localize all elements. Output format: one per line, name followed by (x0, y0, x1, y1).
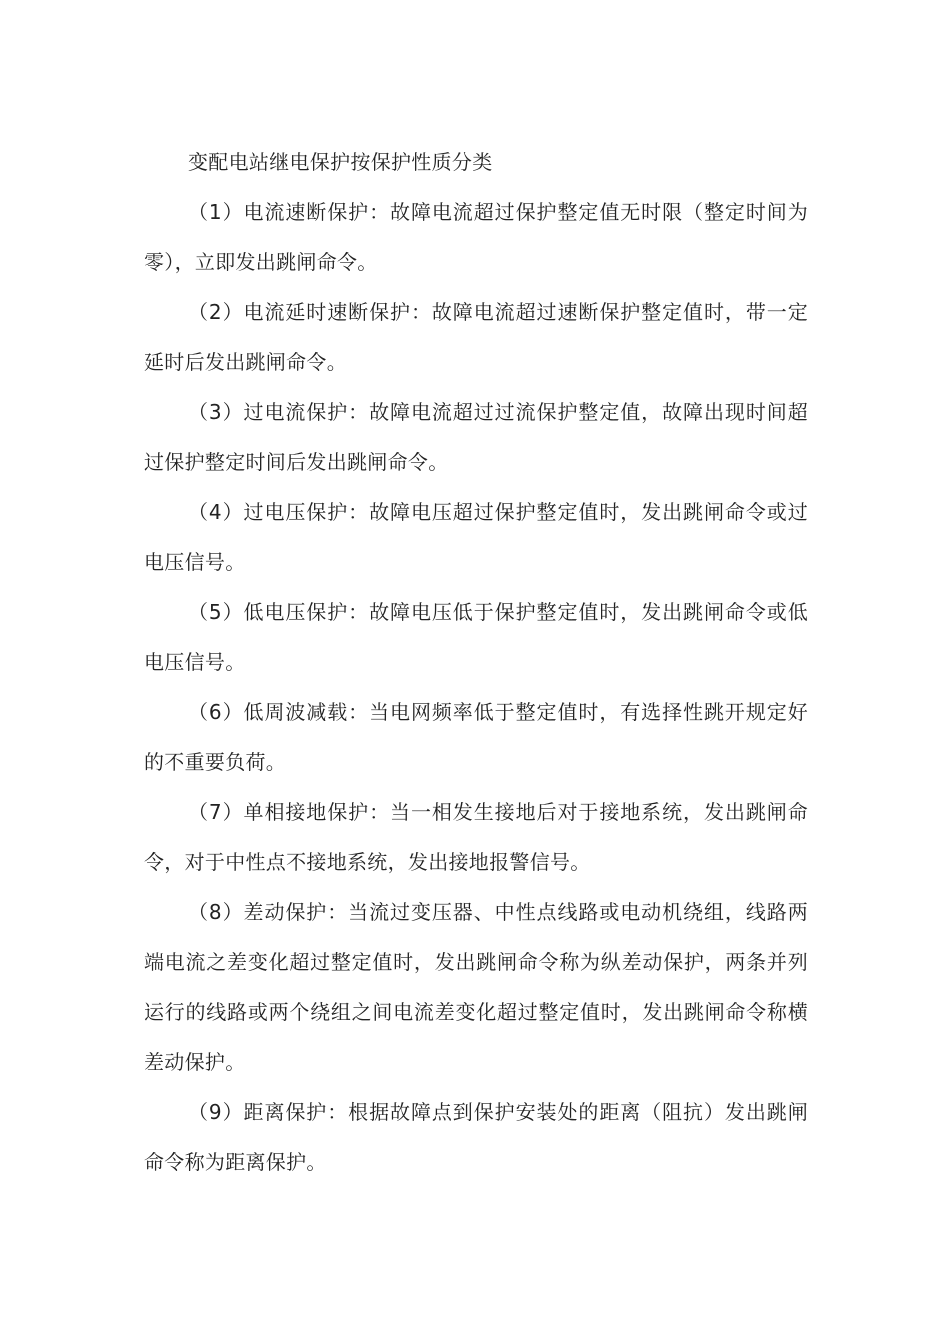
paragraph-differential-protection: （8）差动保护：当流过变压器、中性点线路或电动机绕组，线路两端电流之差变化超过整定值时，发出跳闸命令称为纵差动保护，两条并列运行的线路或两个绕组之间电流差变化超过整定值时，发出跳闸命令称横差动保护。 (144, 900, 808, 1074)
document-body (144, 137, 808, 1187)
paragraph-time-delayed-quick-break-protection: （2）电流延时速断保护：故障电流超过速断保护整定值时，带一定延时后发出跳闸命令。 (144, 300, 808, 374)
paragraph-single-phase-ground-protection: （7）单相接地保护：当一相发生接地后对于接地系统，发出跳闸命令，对于中性点不接地系统，发出接地报警信号。 (144, 800, 808, 874)
paragraph-distance-protection: （9）距离保护：根据故障点到保护安装处的距离（阻抗）发出跳闸命令称为距离保护。 (144, 1100, 808, 1174)
document-title: 变配电站继电保护按保护性质分类 (188, 150, 493, 174)
paragraph-overcurrent-protection: （3）过电流保护：故障电流超过过流保护整定值，故障出现时间超过保护整定时间后发出跳闸命令。 (144, 400, 808, 474)
paragraph-overvoltage-protection: （4）过电压保护：故障电压超过保护整定值时，发出跳闸命令或过电压信号。 (144, 500, 808, 574)
paragraph-undervoltage-protection: （5）低电压保护：故障电压低于保护整定值时，发出跳闸命令或低电压信号。 (144, 600, 808, 674)
paragraph-current-quick-break-protection: （1）电流速断保护：故障电流超过保护整定值无时限（整定时间为零），立即发出跳闸命令。 (144, 200, 808, 274)
paragraph-underfrequency-load-shedding: （6）低周波减载：当电网频率低于整定值时，有选择性跳开规定好的不重要负荷。 (144, 700, 808, 774)
